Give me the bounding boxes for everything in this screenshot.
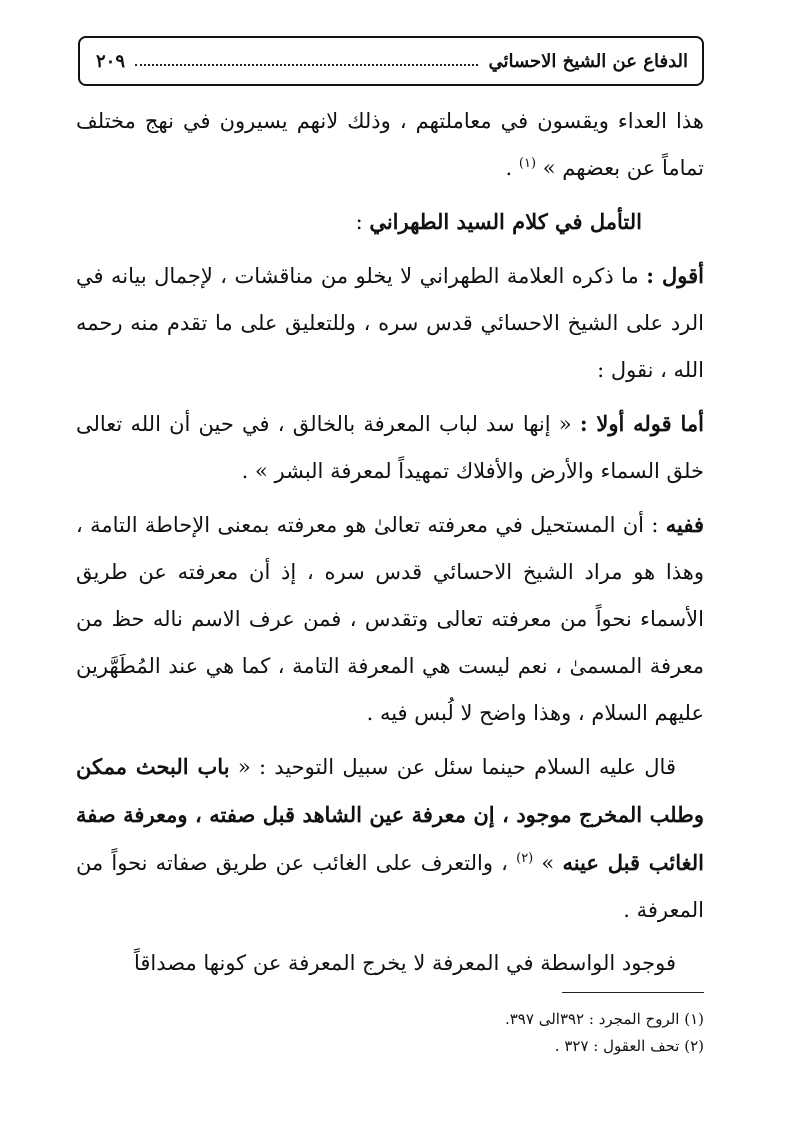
paragraph-lead: أما قوله أولا :: [579, 411, 704, 436]
heading-colon: :: [355, 210, 370, 234]
paragraph-qawluhu: [76, 400, 704, 495]
running-header: [78, 36, 704, 86]
paragraph-text: : أن المستحيل في معرفته تعالىٰ هو معرفته بمعنى الإحاطة التامة ، وهذا هو مراد الشيخ الاحسائي قدس سره ، إذ أن معرفته عن طريق الأسماء نحواً من معرفته تعالى وتقدس ، فمن عرف الاسم ناله حظ من معرفة المسمىٰ ، نعم ليست هي المعرفة التامة ، كما هي عند المُطَهَّرين عليهم السلام ، وهذا واضح لا لُبس فيه .: [76, 513, 704, 725]
footnote-ref-2: (٢): [516, 851, 534, 866]
footnote-1: (١) الروح المجرد : ٣٩٢الى ٣٩٧.: [504, 1010, 704, 1028]
paragraph-text: هذا العداء ويقسون في معاملتهم ، وذلك لانهم يسيرون في نهج مختلف تماماً عن بعضهم »: [76, 109, 704, 180]
paragraph-lead: أقول :: [646, 263, 705, 288]
heading-text: التأمل في كلام السيد الطهراني: [369, 209, 642, 234]
footnote-ref-1: (١): [518, 156, 537, 171]
page-body: [76, 98, 704, 987]
paragraph-last: [76, 940, 704, 987]
page-number: ٢٠٩: [96, 50, 126, 72]
paragraph-aqul: [76, 252, 704, 394]
paragraph-end: .: [505, 156, 519, 180]
paragraph-fafihi: [76, 501, 704, 737]
footnotes: [250, 1006, 704, 1060]
header-dot-leader: [135, 64, 478, 66]
footnote-separator: [562, 992, 704, 993]
paragraph-continuation: [76, 98, 704, 192]
paragraph-text: ما ذكره العلامة الطهراني لا يخلو من مناقشات ، لإجمال بيانه في الرد على الشيخ الاحسائي قدس سره ، وللتعليق على ما تقدم منه رحمه الله ، نقول :: [76, 264, 704, 382]
quoted-hadith: باب البحث ممكن وطلب المخرج موجود ، إن معرفة عين الشاهد قبل صفته ، ومعرفة صفة الغائب قبل عينه: [76, 754, 705, 875]
header-title: الدفاع عن الشيخ الاحسائي: [488, 50, 688, 72]
footnote-2: (٢) تحف العقول : ٣٢٧ .: [554, 1037, 704, 1055]
paragraph-text: فوجود الواسطة في المعرفة لا يخرج المعرفة عن كونها مصداقاً: [133, 951, 676, 975]
paragraph-text: قال عليه السلام حينما سئل عن سبيل التوحيد : «: [229, 755, 676, 779]
paragraph-lead: ففيه: [665, 512, 704, 537]
paragraph-text: « إنها سد لباب المعرفة بالخالق ، في حين أن الله تعالى خلق السماء والأرض والأفلاك تمهيداً لمعرفة البشر » .: [76, 412, 704, 483]
paragraph-quote: [76, 743, 704, 934]
paragraph-text: ، والتعرف على الغائب عن طريق صفاته نحواً من المعرفة .: [76, 851, 704, 922]
section-heading: [76, 198, 704, 246]
quote-close: »: [541, 851, 563, 875]
